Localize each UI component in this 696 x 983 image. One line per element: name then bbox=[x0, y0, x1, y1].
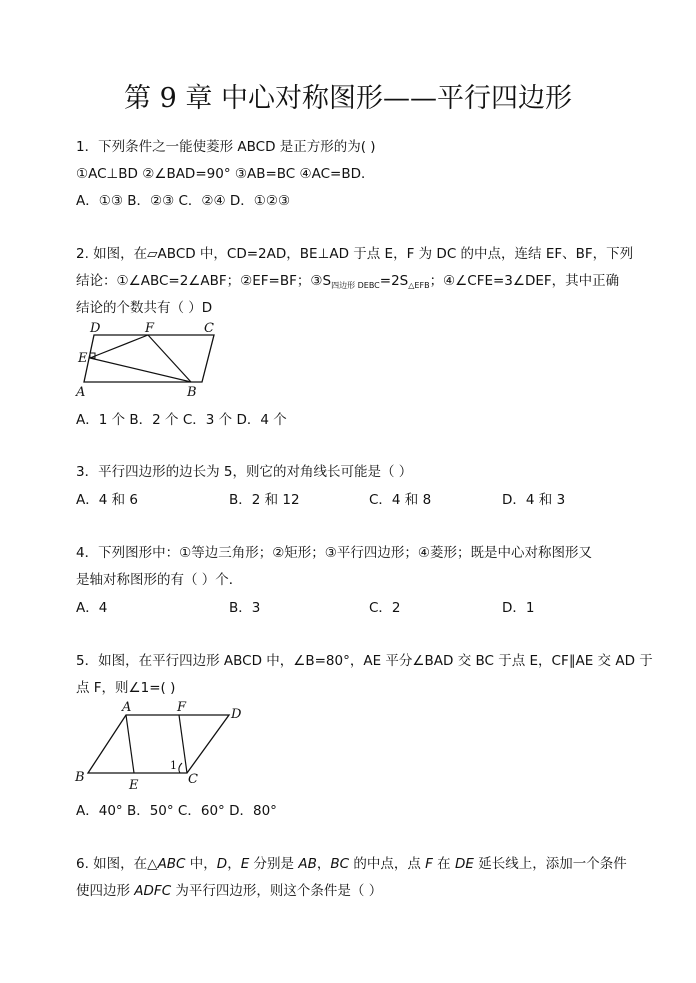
q5-label-c: C bbox=[188, 772, 198, 787]
q5-parallelogram bbox=[88, 715, 229, 773]
q5-angle-arc bbox=[179, 763, 182, 773]
q4-option-c: C．2 bbox=[369, 600, 401, 616]
q2-segment-eb bbox=[90, 358, 191, 382]
q2-parallelogram bbox=[84, 335, 214, 382]
q4-option-a: A．4 bbox=[76, 600, 108, 616]
q5-label-b: B bbox=[75, 770, 85, 785]
q4-option-b: B．3 bbox=[229, 600, 261, 616]
q5-line1: 5．如图，在平行四边形 ABCD 中，∠B=80°，AE 平分∠BAD 交 BC 于点 E，CF∥AE 交 AD 于 bbox=[76, 653, 653, 669]
q1-options: A．①③ B．②③ C．②④ D．①②③ bbox=[76, 193, 291, 209]
page-title: 第 9 章 中心对称图形——平行四边形 bbox=[124, 83, 572, 114]
q1-conditions: ①AC⊥BD ②∠BAD=90° ③AB=BC ④AC=BD． bbox=[76, 166, 375, 182]
q2-options: A．1 个 B．2 个 C．3 个 D．4 个 bbox=[76, 412, 287, 428]
q2-label-b: B bbox=[187, 385, 197, 400]
q4-line2: 是轴对称图形的有（ ）个． bbox=[76, 572, 243, 588]
q2-label-a: A bbox=[76, 385, 86, 400]
q2-segment-fb bbox=[148, 335, 191, 382]
q2-line1: 2. 如图，在▱ABCD 中，CD=2AD，BE⊥AD 于点 E，F 为 DC 的中点，连结 EF、BF，下列 bbox=[76, 246, 634, 262]
q5-options: A．40° B．50° C．60° D．80° bbox=[76, 803, 277, 819]
q5-label-d: D bbox=[231, 707, 242, 722]
q5-figure bbox=[74, 698, 254, 794]
q3-stem: 3．平行四边形的边长为 5，则它的对角线长可能是（ ） bbox=[76, 464, 413, 480]
q2-segment-ef bbox=[90, 335, 148, 358]
q5-label-a: A bbox=[122, 700, 132, 715]
q2-label-d: D bbox=[90, 321, 101, 336]
q3-option-b: B．2 和 12 bbox=[229, 492, 300, 508]
q3-option-a: A．4 和 6 bbox=[76, 492, 138, 508]
q6-line1: 6. 如图，在△ABC 中，D，E 分别是 AB，BC 的中点，点 F 在 DE 延长线上，添加一个条件 bbox=[76, 856, 627, 872]
q2-label-e: E bbox=[78, 351, 88, 366]
q5-segment-ae bbox=[126, 715, 134, 773]
q5-label-e: E bbox=[129, 778, 139, 793]
q4-line1: 4．下列图形中：①等边三角形；②矩形；③平行四边形；④菱形；既是中心对称图形又 bbox=[76, 545, 592, 561]
q5-label-f: F bbox=[177, 700, 187, 715]
q6-line2: 使四边形 ADFC 为平行四边形，则这个条件是（ ） bbox=[76, 883, 383, 899]
q4-option-d: D．1 bbox=[502, 600, 535, 616]
q5-segment-cf bbox=[179, 715, 187, 773]
q2-label-c: C bbox=[204, 321, 214, 336]
q1-stem: 1．下列条件之一能使菱形 ABCD 是正方形的为( ) bbox=[76, 139, 376, 155]
q2-line2: 结论：①∠ABC=2∠ABF；②EF=BF；$③S_{四边形 DEBC}=2S_{\triangle EFB}$；④∠CFE=3∠DEF，其中正确 bbox=[76, 273, 620, 290]
q2-figure bbox=[74, 318, 224, 400]
q5-line2: 点 F，则∠1=( ) bbox=[76, 680, 176, 696]
q5-label-angle-1: 1 bbox=[170, 759, 177, 772]
q3-option-d: D．4 和 3 bbox=[502, 492, 566, 508]
q2-line3: 结论的个数共有（ ）D bbox=[76, 300, 213, 316]
q3-option-c: C．4 和 8 bbox=[369, 492, 432, 508]
q2-label-f: F bbox=[145, 321, 155, 336]
